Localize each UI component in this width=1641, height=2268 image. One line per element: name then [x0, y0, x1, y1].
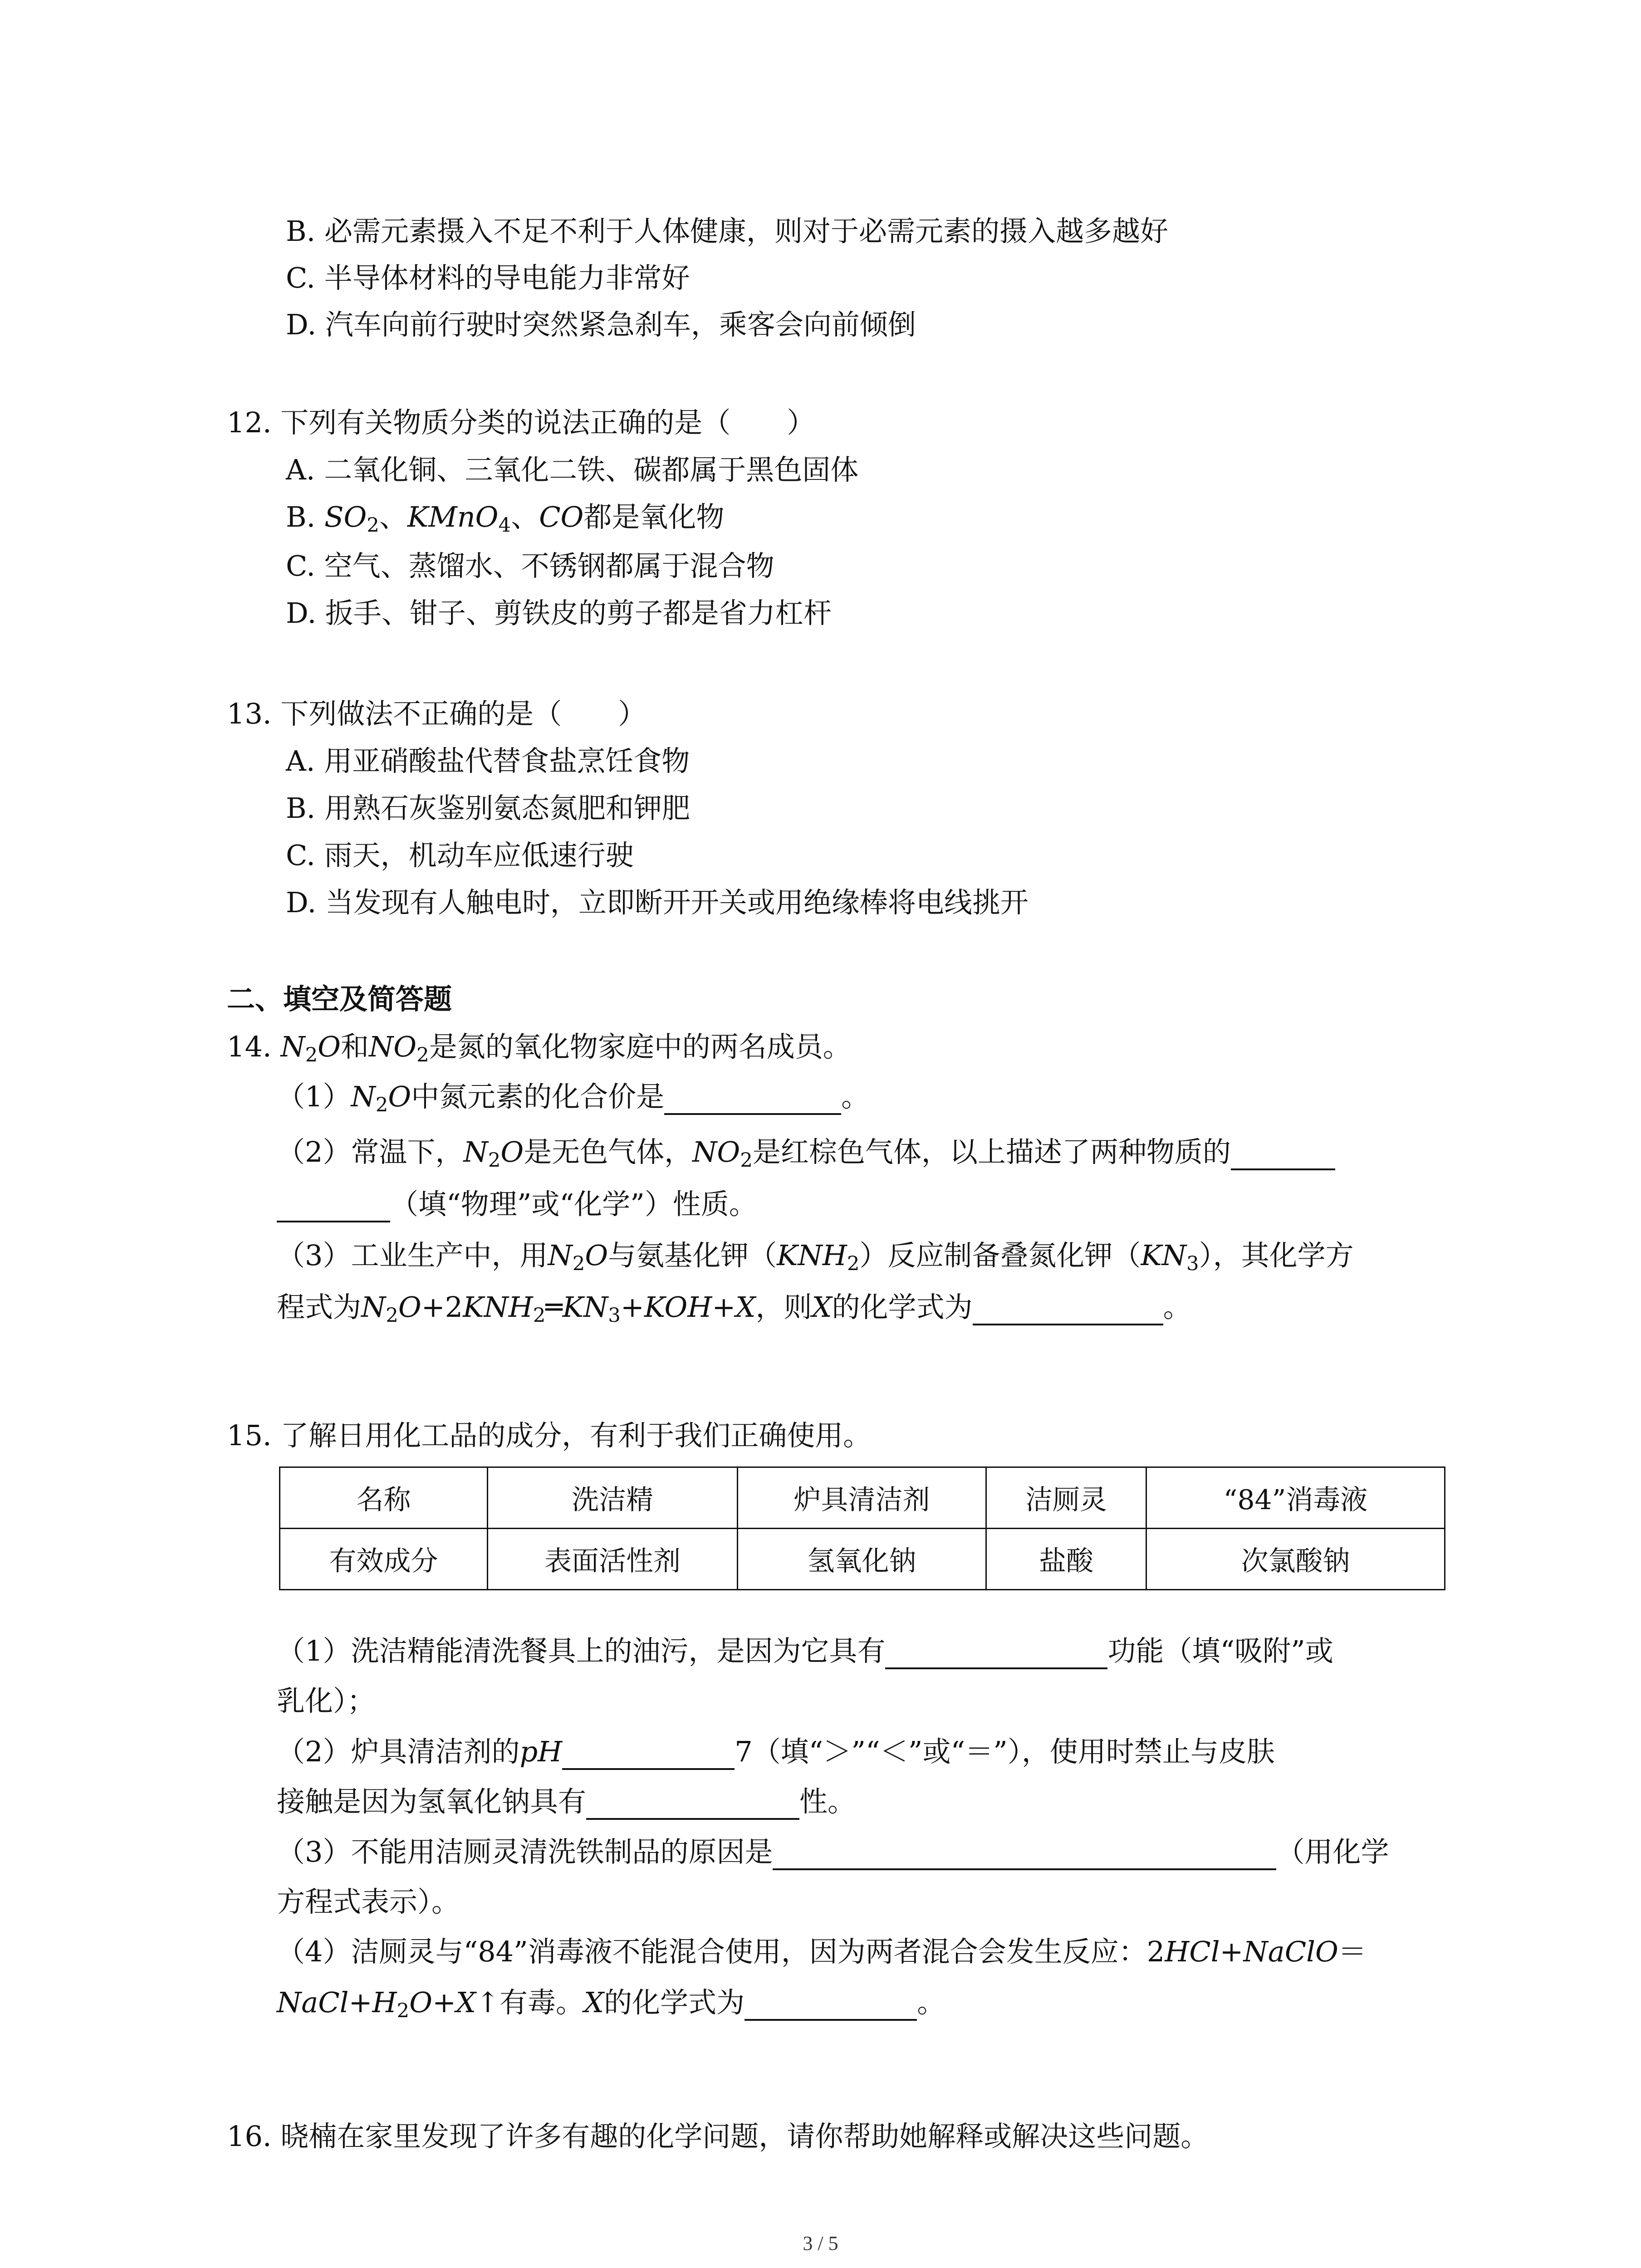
q15-part-2-cont: 接触是因为氢氧化钠具有 性。 [277, 1784, 856, 1820]
q15-part-3-cont: 方程式表示）。 [277, 1885, 460, 1918]
q11-option-b: B. 必需元素摄入不足不利于人体健康，则对于必需元素的摄入越多越好 [286, 215, 1168, 248]
q15-stem: 15. 了解日用化工品的成分，有利于我们正确使用。 [227, 1419, 872, 1452]
q15-part-3: （3）不能用洁厕灵清洗铁制品的原因是 （用化学 [277, 1834, 1389, 1870]
q14-part-3-cont: 程式为$N_2O+2KNH_2═KN_3+KOH+X$，则X的化学式为 。 [277, 1290, 1191, 1327]
answer-blank[interactable] [277, 1189, 390, 1222]
ingredients-table [279, 1466, 1445, 1590]
answer-blank[interactable] [773, 1837, 1276, 1870]
table-cell: 炉具清洁剂 [738, 1467, 986, 1529]
answer-blank[interactable] [1231, 1137, 1335, 1170]
table-cell: 表面活性剂 [488, 1529, 738, 1590]
table-cell: “84”消毒液 [1146, 1467, 1445, 1529]
q12-option-c: C. 空气、蒸馏水、不锈钢都属于混合物 [286, 549, 774, 582]
table-cell: 氢氧化钠 [738, 1529, 986, 1590]
answer-blank[interactable] [586, 1786, 799, 1820]
q14-part-3: （3）工业生产中，用$N_2O$与氨基化钾$(KNH_2)$反应制备叠氮化钾$(KN_3)$，其化学方 [277, 1239, 1354, 1275]
q13-stem: 13. 下列做法不正确的是（ ） [227, 697, 647, 730]
q15-part-1-cont: 乳化）； [277, 1684, 376, 1717]
q13-option-b: B. 用熟石灰鉴别氨态氮肥和钾肥 [286, 792, 690, 825]
q12-option-d: D. 扳手、钳子、剪铁皮的剪子都是省力杠杆 [286, 596, 832, 630]
q12-stem: 12. 下列有关物质分类的说法正确的是（ ） [227, 406, 815, 439]
table-cell: 次氯酸钠 [1146, 1529, 1445, 1590]
table-row [280, 1467, 1445, 1529]
answer-blank[interactable] [562, 1736, 735, 1770]
table-row [280, 1529, 1445, 1590]
answer-blank[interactable] [885, 1636, 1107, 1669]
q13-option-d: D. 当发现有人触电时，立即断开开关或用绝缘棒将电线挑开 [286, 886, 1029, 919]
table-cell: 盐酸 [986, 1529, 1146, 1590]
q11-option-c: C. 半导体材料的导电能力非常好 [286, 261, 690, 294]
q15-part-4: （4）洁厕灵与“84”消毒液不能混合使用，因为两者混合会发生反应：2HCl+NaClO＝ [277, 1935, 1367, 1968]
q13-option-a: A. 用亚硝酸盐代替食盐烹饪食物 [286, 744, 690, 777]
q14-part-1: $(1)N_2O$中氮元素的化合价是 。 [277, 1080, 870, 1116]
q14-stem: 14. $N_2O$和$NO_2$是氮的氧化物家庭中的两名成员。 [227, 1030, 851, 1066]
q15-part-4-cont: $NaCl+H_2O+X↑$有毒。X的化学式为 。 [277, 1986, 945, 2022]
answer-blank[interactable] [745, 1987, 917, 2021]
q14-part-2: （2）常温下，$N_2O$是无色气体，$NO_2$是红棕色气体，以上描述了两种物质的 [277, 1134, 1335, 1170]
answer-blank[interactable] [664, 1081, 841, 1115]
q15-part-1: （1）洗洁精能清洗餐具上的油污，是因为它具有 功能（填“吸附”或 [277, 1633, 1333, 1669]
q15-part-2: （2）炉具清洁剂的pH 7（填“＞”“＜”或“＝”），使用时禁止与皮肤 [277, 1734, 1275, 1770]
q14-part-2-cont: （填“物理”或“化学”）性质。 [277, 1186, 757, 1222]
q16-stem: 16. 晓楠在家里发现了许多有趣的化学问题，请你帮助她解释或解决这些问题。 [227, 2120, 1209, 2153]
answer-blank[interactable] [973, 1292, 1163, 1325]
q13-option-c: C. 雨天，机动车应低速行驶 [286, 839, 634, 872]
table-cell: 名称 [280, 1467, 488, 1529]
q12-option-b: B. $SO_2$、KMnO$_4$、CO都是氧化物 [286, 500, 725, 537]
table-cell: 有效成分 [280, 1529, 488, 1590]
section-heading: 二、填空及简答题 [227, 982, 452, 1016]
table-cell: 洁厕灵 [986, 1467, 1146, 1529]
page-number: 3 / 5 [803, 2232, 838, 2254]
q12-option-a: A. 二氧化铜、三氧化二铁、碳都属于黑色固体 [286, 453, 859, 486]
q11-option-d: D. 汽车向前行驶时突然紧急刹车，乘客会向前倾倒 [286, 308, 916, 341]
table-cell: 洗洁精 [488, 1467, 738, 1529]
